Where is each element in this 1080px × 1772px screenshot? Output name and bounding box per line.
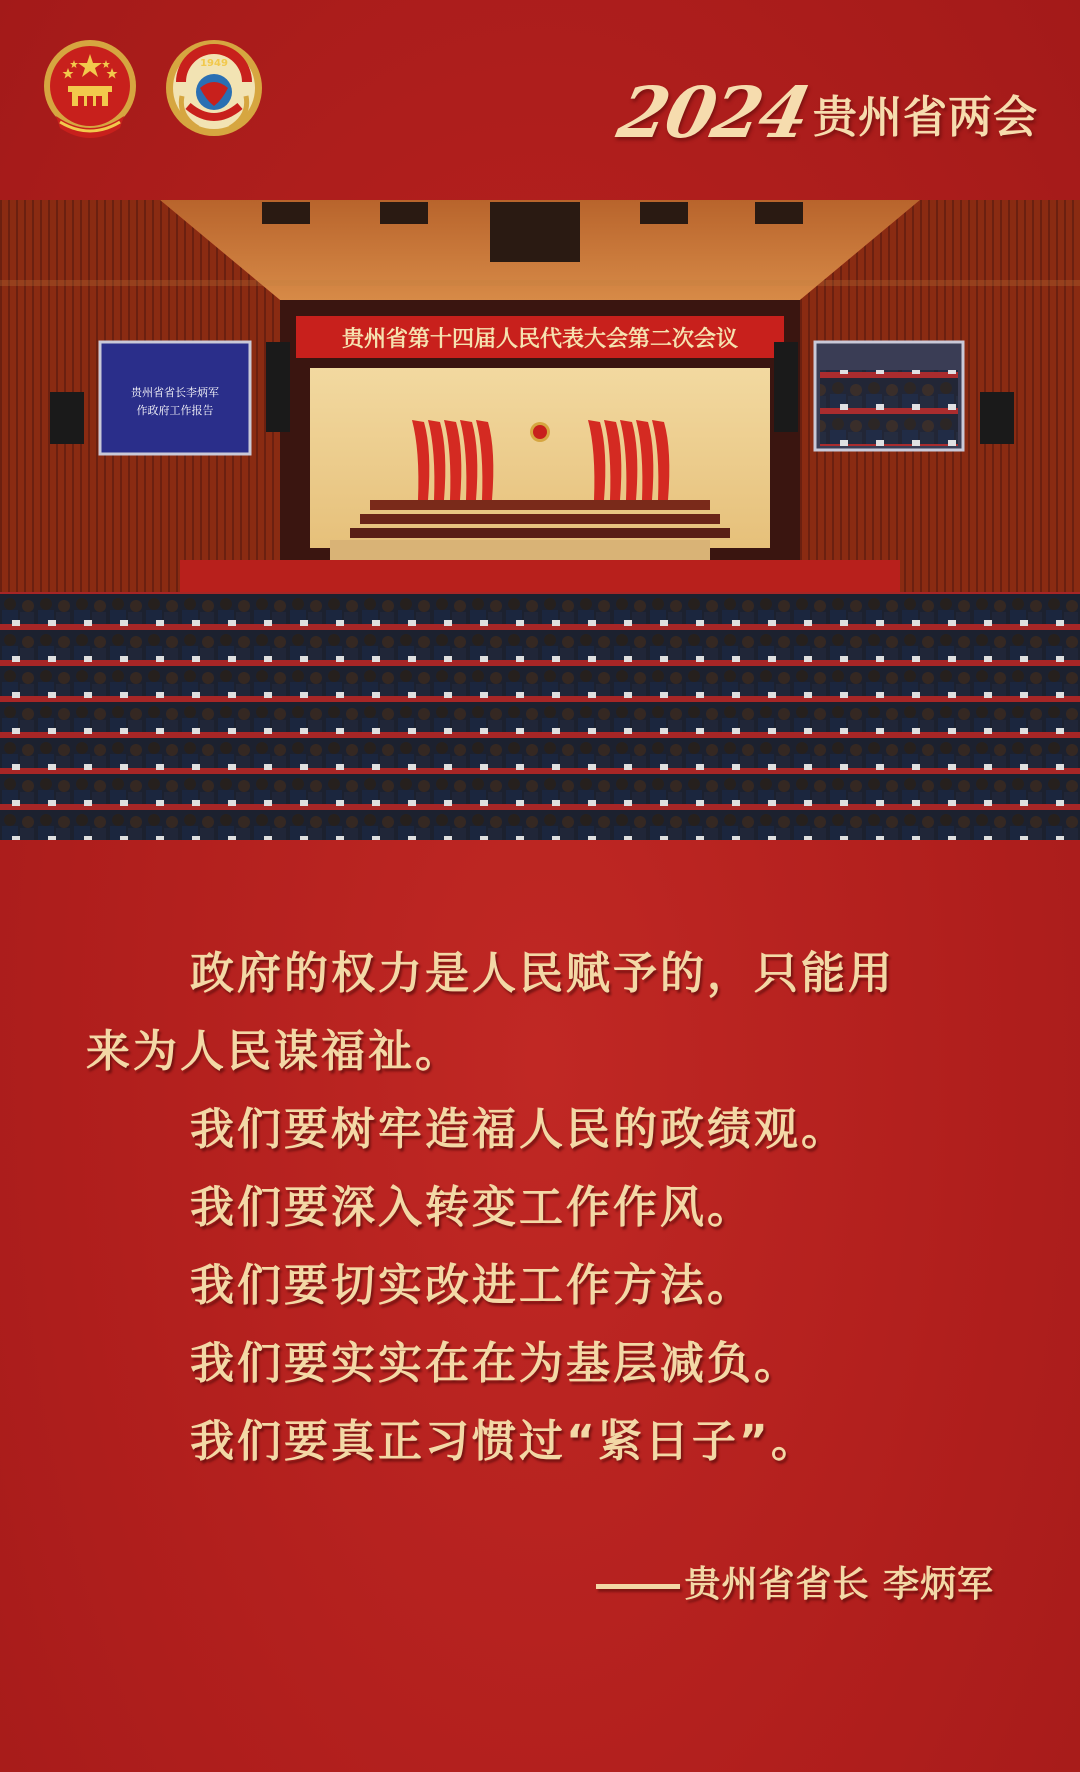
svg-text:1949: 1949 bbox=[200, 58, 228, 69]
attribution bbox=[596, 1556, 994, 1607]
quote-line: 我们要树牢造福人民的政绩观。 bbox=[190, 1104, 848, 1155]
banner-text: 贵州省第十四届人民代表大会第二次会议 bbox=[341, 326, 739, 352]
quote-line: 我们要切实改进工作方法。 bbox=[190, 1260, 754, 1311]
attribution-text: 贵州省省长 李炳军 bbox=[684, 1564, 994, 1605]
header bbox=[0, 0, 1080, 200]
assembly-hall-photo bbox=[0, 200, 1080, 840]
quote-line: 我们要深入转变工作作风。 bbox=[190, 1182, 754, 1233]
cppcc-emblem-icon bbox=[162, 36, 266, 144]
screen-line-2: 作政府工作报告 bbox=[136, 404, 214, 417]
quote-line: 我们要真正习惯过“紧日子”。 bbox=[190, 1416, 818, 1467]
brand-title bbox=[611, 58, 1038, 154]
quote-line: 政府的权力是人民赋予的，只能用 bbox=[190, 948, 895, 999]
quote-line: 我们要实实在在为基层减负。 bbox=[190, 1338, 801, 1389]
brand-name: 贵州省两会 bbox=[813, 92, 1038, 143]
quote-block bbox=[86, 948, 996, 1468]
em-dash bbox=[596, 1584, 680, 1589]
national-emblem-icon bbox=[38, 36, 142, 144]
screen-line-1: 贵州省省长李炳军 bbox=[131, 386, 219, 399]
quote-line: 来为人民谋福祉。 bbox=[86, 1026, 462, 1077]
brand-year: 2024 bbox=[611, 71, 816, 154]
